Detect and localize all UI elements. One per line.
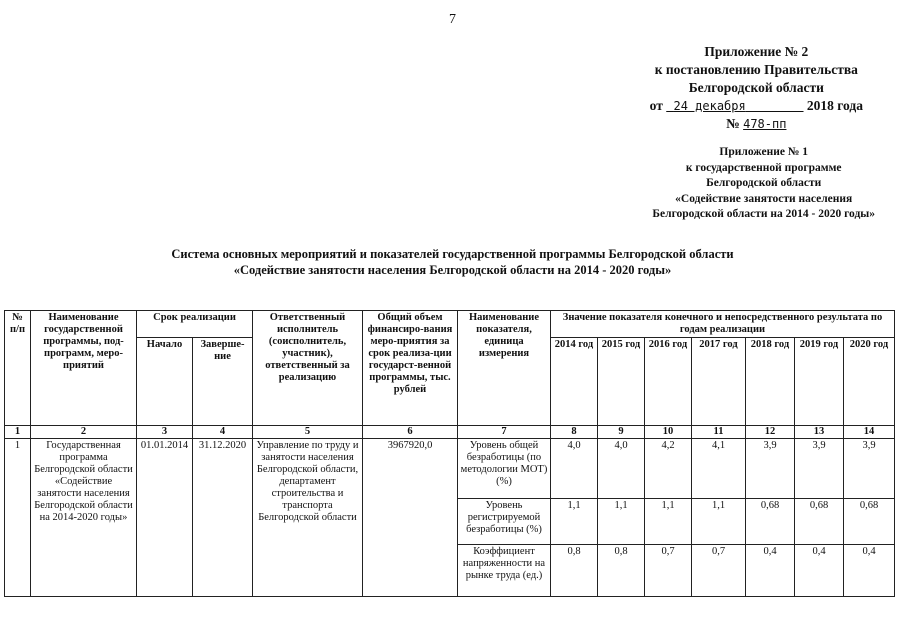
appendix-1-block [652,145,875,223]
executor: Управление по труду и занятости населения Белгородской области, департамент строительства и транспорта Белгородской области [253,439,363,597]
indicator-value: 4,1 [692,439,746,499]
indicator-value: 0,68 [795,499,844,545]
column-number: 3 [137,426,193,439]
title-line-1: Система основных мероприятий и показателей государственной программы Белгородской области [171,247,734,261]
header-year: 2015 год [598,338,645,426]
indicator-value: 1,1 [645,499,692,545]
column-number: 4 [193,426,253,439]
appendix-1-title: Приложение № 1 [719,146,808,158]
date-prefix: от [649,98,663,113]
funding-total: 3967920,0 [363,439,458,597]
column-number: 9 [598,426,645,439]
date-value: 24 декабря [673,99,746,113]
column-number: 11 [692,426,746,439]
indicator-value: 3,9 [795,439,844,499]
header-name: Наименование государственной программы, под-программ, меро-приятий [31,311,137,426]
header-year: 2020 год [844,338,895,426]
indicator-value: 0,4 [795,545,844,597]
number-value: 478-пп [743,117,787,131]
appendix-1-line3: Белгородской области [706,177,822,189]
indicator-name: Коэффициент напряженности на рынке труда (ед.) [458,545,551,597]
column-number: 6 [363,426,458,439]
row-number: 1 [5,439,31,597]
indicator-value: 0,7 [645,545,692,597]
column-number: 14 [844,426,895,439]
title-line-2: «Содействие занятости населения Белгородской области на 2014 - 2020 годы» [233,263,672,277]
header-end: Заверше-ние [193,338,253,426]
document-title [0,246,905,278]
header-period: Срок реализации [137,311,253,338]
date-suffix: 2018 года [806,98,863,113]
indicator-value: 1,1 [551,499,598,545]
indicator-value: 0,8 [551,545,598,597]
indicator-value: 0,4 [746,545,795,597]
header-funding: Общий объем финансиро-вания меро-приятия за срок реализа-ции государст-венной программы, тыс. рублей [363,311,458,426]
column-number: 12 [746,426,795,439]
column-number: 5 [253,426,363,439]
appendix-1-line2: к государственной программе [685,161,842,174]
header-year: 2017 год [692,338,746,426]
appendix-1-line4: «Содействие занятости населения [675,192,853,205]
indicator-value: 0,7 [692,545,746,597]
header-executor: Ответственный исполнитель (соисполнитель, участник), ответственный за реализацию [253,311,363,426]
page-number: 7 [449,12,456,27]
appendix-2-date [650,97,863,115]
column-number: 13 [795,426,844,439]
end-date: 31.12.2020 [193,439,253,597]
appendix-2-number [650,115,863,133]
indicator-value: 4,0 [551,439,598,499]
header-num: № п/п [5,311,31,426]
indicator-value: 0,4 [844,545,895,597]
indicator-value: 4,0 [598,439,645,499]
start-date: 01.01.2014 [137,439,193,597]
header-start: Начало [137,338,193,426]
number-prefix: № [726,116,740,131]
column-number: 10 [645,426,692,439]
header-year: 2016 год [645,338,692,426]
program-name: Государственная программа Белгородской области «Содействие занятости населения Белгородской области на 2014-2020 годы» [31,439,137,597]
column-number: 2 [31,426,137,439]
header-year: 2019 год [795,338,844,426]
appendix-2-title: Приложение № 2 [704,44,809,59]
header-values: Значение показателя конечного и непосредственного результата по годам реализации [551,311,895,338]
header-year: 2014 год [551,338,598,426]
indicator-value: 0,68 [844,499,895,545]
column-number: 1 [5,426,31,439]
indicator-name: Уровень регистрируемой безработицы (%) [458,499,551,545]
indicator-value: 4,2 [645,439,692,499]
header-year: 2018 год [746,338,795,426]
appendix-2-region: Белгородской области [688,80,824,95]
appendix-1-line5: Белгородской области на 2014 - 2020 годы» [652,208,875,220]
indicator-name: Уровень общей безработицы (по методологии МОТ) (%) [458,439,551,499]
appendix-2-subtitle: к постановлению Правительства [654,62,858,77]
indicator-value: 1,1 [692,499,746,545]
indicator-value: 0,8 [598,545,645,597]
program-table [4,310,895,597]
column-number: 8 [551,426,598,439]
indicator-value: 3,9 [746,439,795,499]
indicator-value: 3,9 [844,439,895,499]
header-indicator: Наименование показателя, единица измерения [458,311,551,426]
indicator-value: 0,68 [746,499,795,545]
appendix-2-block [650,43,863,133]
indicator-value: 1,1 [598,499,645,545]
column-number: 7 [458,426,551,439]
